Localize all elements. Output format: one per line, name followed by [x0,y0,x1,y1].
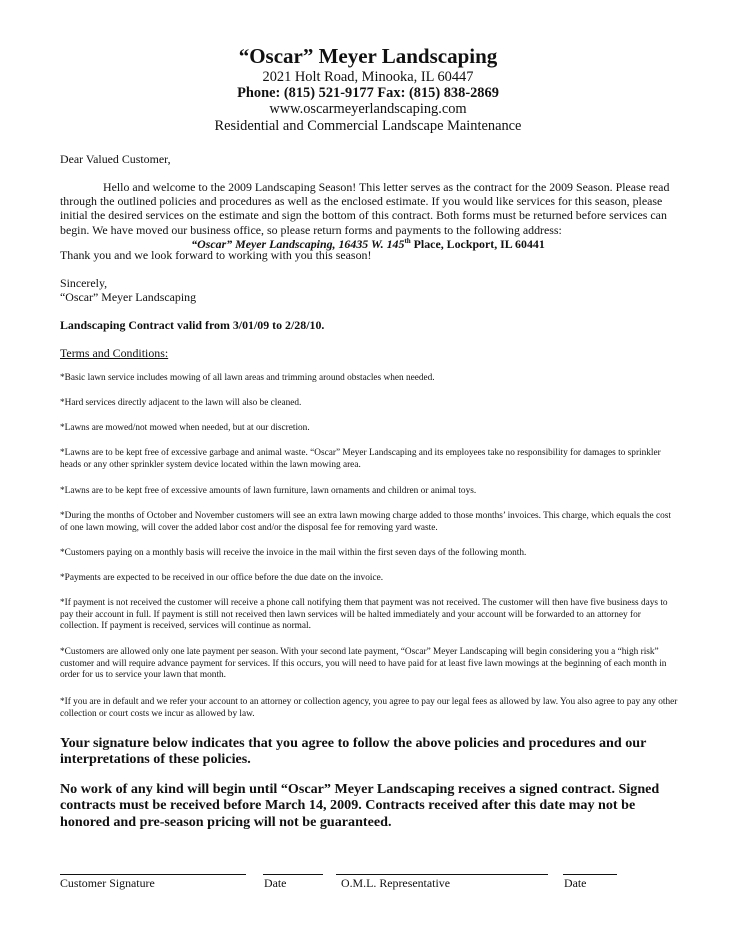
contract-validity: Landscaping Contract valid from 3/01/09 to 2/28/10. [60,318,325,332]
date-line-2[interactable] [563,874,617,875]
term-item: *Payments are expected to be received in our office before the due date on the invoice. [60,573,384,583]
term-item: *Lawns are to be kept free of excessive garbage and animal waste. “Oscar” Meyer Landscaping and its employees take no responsibility for damages to sprinkler heads or any other sprinkler system device located within the lawn mowing area. [60,448,661,470]
date-label-2: Date [564,876,587,890]
salutation: Dear Valued Customer, [60,152,171,166]
company-website: www.oscarmeyerlandscaping.com [269,101,467,117]
term-item: *Lawns are to be kept free of excessive amounts of lawn furniture, lawn ornaments and children or animal toys. [60,486,477,496]
term-item: *Hard services directly adjacent to the lawn will also be cleaned. [60,398,302,408]
new-address-italic: “Oscar” Meyer Landscaping, 16435 W. 145 [191,236,405,251]
thanks-line: Thank you and we look forward to working with you this season! [60,248,372,262]
customer-signature-label: Customer Signature [60,876,155,890]
term-item: *If payment is not received the customer will receive a phone call notifying them that payment was not received. The customer will then have five business days to pay their account in full. If payment is still not received then lawn services will be halted immediately and your account will be forwarded to an attorney for collection. If payment is received, services will continue as normal. [60,598,668,632]
new-address-sup: th [404,237,411,245]
customer-signature-line[interactable] [60,874,246,875]
company-tagline: Residential and Commercial Landscape Maintenance [214,118,522,134]
term-item: *If you are in default and we refer your account to an attorney or collection agency, you agree to pay our legal fees as allowed by law. You also agree to pay any other collection or court costs we incur as allowed by law. [60,697,678,719]
term-item: *Customers are allowed only one late payment per season. With your second late payment, “Oscar” Meyer Landscaping will begin considering you a “high risk” customer and will require advance payment for services. If this occurs, you will need to have paid for at least five lawn mowings at the beginning of each month in order for us to service your lawn that month. [60,647,667,681]
closing: Sincerely, [60,276,108,290]
representative-label: O.M.L. Representative [341,876,450,890]
company-title: “Oscar” Meyer Landscaping [238,44,498,68]
term-item: *Basic lawn service includes mowing of all lawn areas and trimming around obstacles when needed. [60,373,435,383]
new-address-rest: Place, Lockport, IL 60441 [410,236,545,251]
deadline-warning: No work of any kind will begin until “Oscar” Meyer Landscaping receives a signed contract. Signed contracts must be received before March 14, 2009. Contracts received after this date may not be honored and pre-season pricing will not be guaranteed. [60,781,660,830]
letter-body: Hello and welcome to the 2009 Landscaping Season! This letter serves as the contract for the 2009 Season. Please read through the outlined policies and procedures as well as the enclosed estimate. If you would like services for this season, please initial the desired services on the estimate and sign the bottom of this contract. Both forms must be returned before services can begin. We have moved our business office, so please return forms and payments to the following address: [60,180,670,237]
term-item: *Lawns are mowed/not mowed when needed, but at our discretion. [60,423,310,433]
term-item: *During the months of October and November customers will see an extra lawn mowing charge added to those months’ invoices. This charge, which equals the cost of one lawn mowing, will cover the added labor cost and/or the disposal fee for removing yard waste. [60,511,671,533]
company-phone-fax: Phone: (815) 521-9177 Fax: (815) 838-2869 [237,85,499,101]
company-address: 2021 Holt Road, Minooka, IL 60447 [262,69,474,85]
agreement-statement: Your signature below indicates that you agree to follow the above policies and procedures and our interpretations of these policies. [60,735,647,768]
representative-signature-line[interactable] [336,874,548,875]
term-item: *Customers paying on a monthly basis will receive the invoice in the mail within the first seven days of the following month. [60,548,527,558]
date-label-1: Date [264,876,287,890]
terms-heading: Terms and Conditions: [60,346,169,360]
signoff: “Oscar” Meyer Landscaping [60,290,197,304]
date-line-1[interactable] [263,874,323,875]
